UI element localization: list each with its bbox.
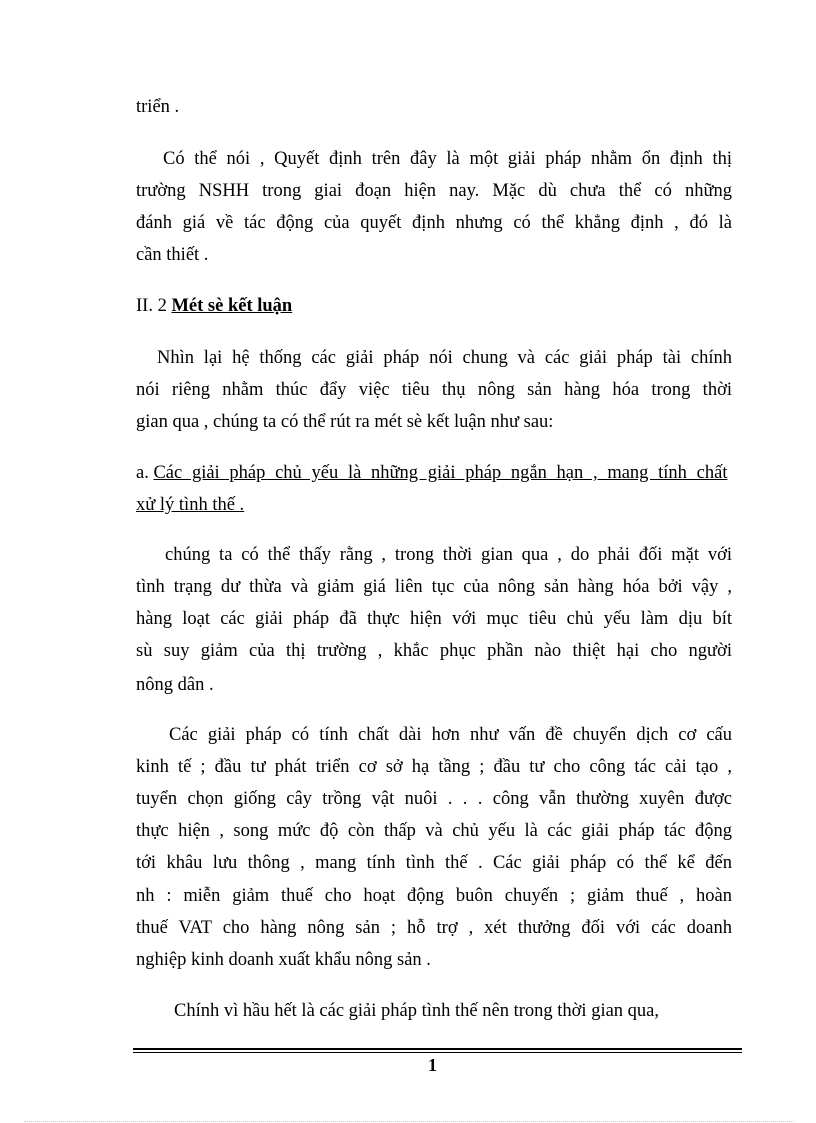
- paragraph-line: hàng loạt các giải pháp đã thực hiện với mục tiêu chủ yếu làm dịu bít: [136, 609, 732, 629]
- paragraph-line: gian qua , chúng ta có thể rút ra mét sè kết luận như sau:: [136, 412, 554, 432]
- paragraph-line: nông dân .: [136, 675, 214, 695]
- paragraph-line: thuế VAT cho hàng nông sản ; hỗ trợ , xét thưởng đối với các doanh: [136, 918, 732, 938]
- section-number: II. 2: [136, 296, 167, 316]
- paragraph-line: kinh tế ; đầu tư phát triển cơ sở hạ tầng ; đầu tư cho công tác cải tạo ,: [136, 757, 732, 777]
- paragraph-line: chúng ta có thể thấy rằng , trong thời gian qua , do phải đối mặt với: [165, 545, 732, 565]
- section-heading: [136, 294, 732, 318]
- paragraph-line: tuyển chọn giống cây trồng vật nuôi . . . công vẫn thường xuyên được: [136, 789, 732, 809]
- paragraph-line: nh : miễn giảm thuế cho hoạt động buôn chuyến ; giảm thuế , hoàn: [136, 886, 732, 906]
- subheading-a: [136, 461, 732, 485]
- list-marker: a.: [136, 463, 149, 483]
- paragraph-line: cần thiết .: [136, 245, 209, 265]
- section-title: Mét sè kết luận: [171, 296, 293, 316]
- footer-rule: [133, 1048, 742, 1050]
- paragraph-line: thực hiện , song mức độ còn thấp và chủ yếu là các giải pháp tác động: [136, 821, 732, 841]
- paragraph-line: nói riêng nhằm thúc đẩy việc tiêu thụ nông sản hàng hóa trong thời: [136, 380, 732, 400]
- paragraph-line: nghiệp kinh doanh xuất khẩu nông sản .: [136, 950, 431, 970]
- paragraph-line: Có thể nói , Quyết định trên đây là một giải pháp nhằm ổn định thị: [163, 149, 732, 169]
- footer-rule: [133, 1052, 742, 1053]
- page-border: [24, 1121, 794, 1122]
- paragraph-line: Nhìn lại hệ thống các giải pháp nói chung và các giải pháp tài chính: [157, 348, 732, 368]
- paragraph-line: tới khâu lưu thông , mang tính tình thế . Các giải pháp có thể kể đến: [136, 853, 732, 873]
- paragraph-line: sù suy giảm của thị trường , khắc phục phần nào thiệt hại cho người: [136, 641, 732, 661]
- paragraph-line: Chính vì hầu hết là các giải pháp tình thế nên trong thời gian qua,: [174, 1001, 660, 1021]
- subheading-text: Các giải pháp chủ yếu là những giải pháp ngắn hạn , mang tính chất: [153, 463, 728, 483]
- paragraph-line: đánh giá về tác động của quyết định nhưng có thể khẳng định , đó là: [136, 213, 732, 233]
- paragraph-line: tình trạng dư thừa và giảm giá liên tục của nông sản hàng hóa bởi vậy ,: [136, 577, 732, 597]
- page-number: 1: [428, 1055, 437, 1075]
- subheading-text: xử lý tình thế .: [136, 495, 245, 515]
- text-line: triển .: [136, 97, 180, 117]
- paragraph-line: Các giải pháp có tính chất dài hơn như vấn đề chuyển dịch cơ cấu: [169, 725, 732, 745]
- paragraph-line: trường NSHH trong giai đoạn hiện nay. Mặc dù chưa thể có những: [136, 181, 732, 201]
